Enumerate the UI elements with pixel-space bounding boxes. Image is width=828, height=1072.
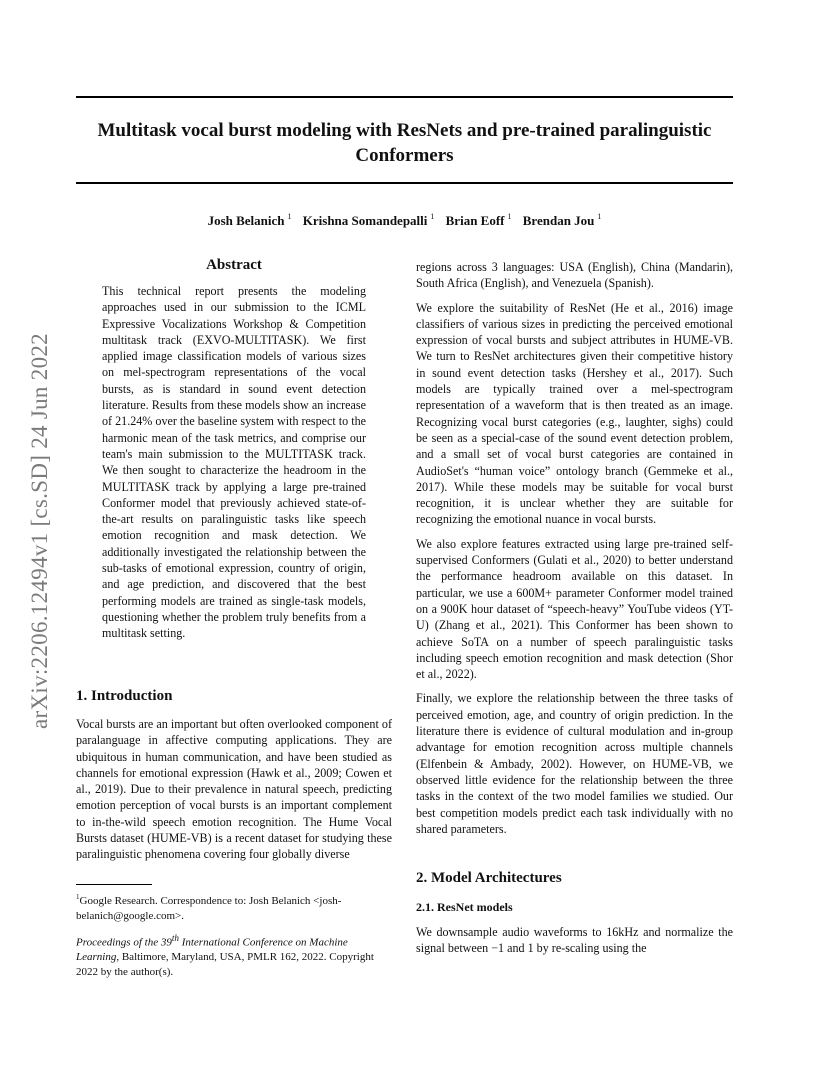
intro-text: Vocal bursts are an important but often overlooked component of paralanguage in affective computing applications. They are ubiquitous in human communication, and have been studied as channels for emotional expression (Hawk et al., 2009; Cowen et al., 2019). Due to their prevalence in natural speech, predicting emotion perception of vocal bursts is an important complement to in-the-wild speech emotion recognition. The Hume Vocal Bursts dataset (HUME-VB) is a recent dataset for studying these paralinguistic phenomena covering four globally diverse [76,717,392,862]
footnote-rule [76,884,152,885]
title-top-rule [76,96,733,98]
author-3: Brian Eoff $^1$ [445,212,512,228]
paragraph-regions: regions across 3 languages: USA (English), China (Mandarin), South Africa (English), and Venezuela (Spanish). [416,260,733,291]
section-2-heading: 2. Model Architectures [416,870,562,886]
author-4: Brendan Jou $^1$ [522,212,602,228]
abstract-heading: Abstract [206,257,262,273]
right-column [416,259,733,845]
footnote: $^1$Google Research. Correspondence to: Josh Belanich <josh-belanich@google.com>. [76,893,342,922]
title-bottom-rule [76,182,733,184]
paragraph-resnet: We explore the suitability of ResNet (He et al., 2016) image classifiers of various sizes in predicting the perceived emotional expression of vocal bursts and subject attributes in HUME-VB. We turn to ResNet architectures given their competitive history in sound event detection tasks (Hershey et al., 2017). Such models are typically trained over a mel-spectrogram representation of a waveform that is then treated as an image. Recognizing vocal burst categories (e.g., laughter, sighs) could be seen as a special-case of the sound event detection problem, and a small set of vocal burst categories are contained in AudioSet's “human voice” ontology branch (Gemmeke et al., 2017). While these models may be suitable for vocal burst recognition, it is unclear whether they are suitable for recognizing the emotional nuance in vocal bursts. [416,300,733,527]
section-2-text: We downsample audio waveforms to 16kHz and normalize the signal between −1 and 1 by re-scaling using the [416,925,733,956]
author-list [76,212,733,229]
proceedings-note: Proceedings of the 39th International Conference on Machine Learning, Baltimore, Maryland, USA, PMLR 162, 2022. Copyright 2022 by the author(s). [76,933,374,978]
paragraph-relationship: Finally, we explore the relationship between the three tasks of perceived emotion, age, and country of origin prediction. In the literature there is evidence of cultural modulation and in-group advantage for emotion recognition across multiple channels (Elfenbein & Ambady, 2002). However, on HUME-VB, we observed little evidence for the relationship between the three tasks in the context of the two model families we studied. Our best competition models predict each task individually with no shared parameters. [416,691,733,836]
paragraph-conformer: We also explore features extracted using large pre-trained self-supervised Conformers (Gulati et al., 2020) to better understand the performance headroom available on this dataset. In particular, we use a 600M+ parameter Conformer model trained on a 900K hour dataset of “speech-heavy” YouTube videos (YT-U) (Zhang et al., 2021). This Conformer has been shown to achieve SoTA on a number of speech paralinguistic tasks including speech emotion recognition and mask detection (Shor et al., 2022). [416,536,733,682]
author-1: Josh Belanich $^1$ [207,212,292,228]
abstract-text: This technical report presents the modeling approaches used in our submission to the ICML Expressive Vocalizations Workshop & Competition multitask track (EXVO-MULTITASK). We first applied image classification models of various sizes on mel-spectrogram representations of the vocal bursts, as is standard in sound event detection literature. Results from these models show an increase of 21.24% over the baseline system with respect to the harmonic mean of the task metrics, and comprise our team's main submission to the MULTITASK track. We then sought to characterize the headroom in the MULTITASK track by applying a large pre-trained Conformer model that previously achieved state-of-the-art results on paralinguistic tasks like speech emotion recognition and mask detection. We additionally investigated the relationship between the sub-tasks of emotional expression, country of origin, and age prediction, and discovered that the best performing models are trained as single-task models, questioning whether the problem truly benefits from a multitask setting. [102,284,366,641]
subsection-2-1-heading: 2.1. ResNet models [416,900,513,914]
paper-title: Multitask vocal burst modeling with ResNets and pre-trained paralinguistic Conformers [97,120,712,166]
author-2: Krishna Somandepalli $^1$ [302,212,435,228]
arxiv-stamp: arXiv:2206.12494v1 [cs.SD] 24 Jun 2022 [27,333,52,729]
intro-heading: 1. Introduction [76,688,173,704]
